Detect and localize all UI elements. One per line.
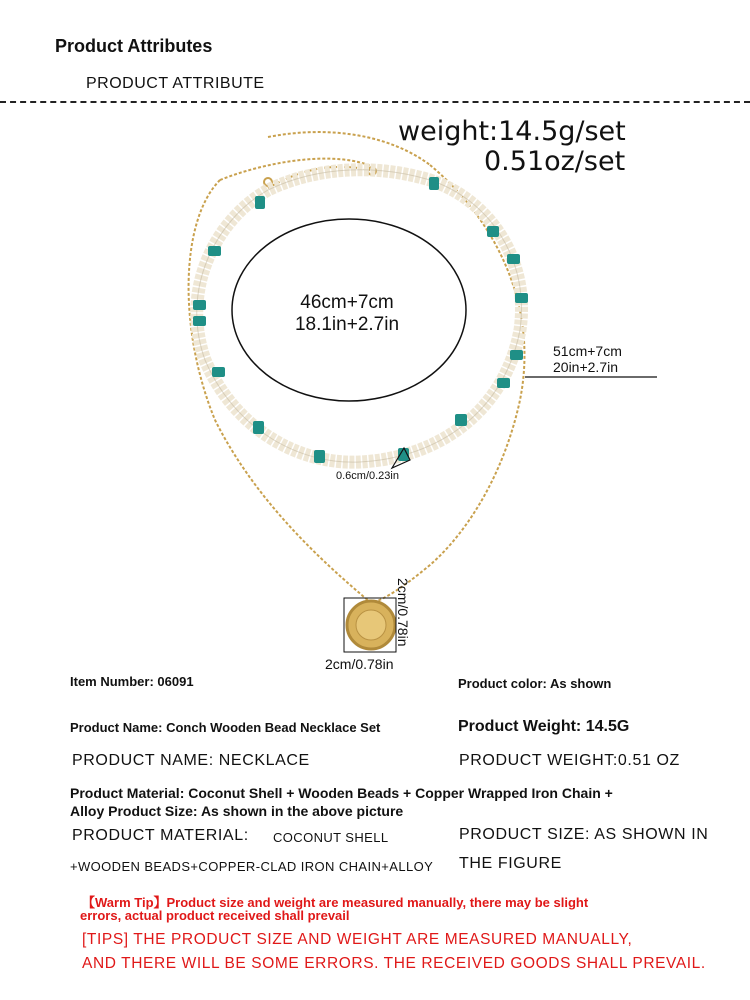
- product-weight-en: Product Weight: 14.5G: [458, 718, 630, 735]
- inner-length-cm: 46cm+7cm: [300, 292, 394, 313]
- item-number: Item Number: 06091: [70, 674, 194, 689]
- outer-gold-chain: [189, 132, 525, 602]
- inner-length-in: 18.1in+2.7in: [294, 314, 400, 335]
- product-name-en: Product Name: Conch Wooden Bead Necklace Set: [70, 720, 381, 735]
- section-subtitle: PRODUCT ATTRIBUTE: [86, 75, 265, 92]
- size-caps-line2: THE FIGURE: [459, 855, 562, 872]
- necklace-illustration: [0, 100, 750, 680]
- size-caps-line1: PRODUCT SIZE: AS SHOWN IN: [459, 826, 709, 843]
- pendant-width-label: 2cm/0.78in: [325, 656, 394, 672]
- weight-label-oz: 0.51oz/set: [484, 146, 626, 177]
- product-name-caps: PRODUCT NAME: NECKLACE: [72, 752, 310, 769]
- section-title: Product Attributes: [55, 36, 213, 56]
- product-color: Product color: As shown: [458, 676, 612, 691]
- pendant-height-label: 2cm/0.78in: [395, 578, 411, 647]
- tips-line1: [TIPS] THE PRODUCT SIZE AND WEIGHT ARE MEASURED MANUALLY,: [82, 931, 633, 948]
- product-material-en-line1: Product Material: Coconut Shell + Wooden Beads + Copper Wrapped Iron Chain +: [70, 785, 613, 801]
- material-caps-label: PRODUCT MATERIAL:: [72, 827, 249, 844]
- warm-tip-line1: 【Warm Tip】Product size and weight are measured manually, there may be slight: [82, 895, 589, 910]
- bead-size-label: 0.6cm/0.23in: [336, 470, 399, 482]
- material-caps-value2: +WOODEN BEADS+COPPER-CLAD IRON CHAIN+ALLOY: [70, 859, 434, 874]
- product-weight-caps: PRODUCT WEIGHT:0.51 OZ: [459, 752, 680, 769]
- tips-line2: AND THERE WILL BE SOME ERRORS. THE RECEIVED GOODS SHALL PREVAIL.: [82, 955, 706, 972]
- weight-label: weight:14.5g/set: [398, 116, 626, 147]
- outer-length-in: 20in+2.7in: [553, 359, 619, 375]
- material-caps-value1: COCONUT SHELL: [273, 830, 389, 845]
- product-material-en-line2: Alloy Product Size: As shown in the above picture: [70, 803, 404, 819]
- outer-length-cm: 51cm+7cm: [553, 343, 622, 359]
- warm-tip-line2: errors, actual product received shall prevail: [80, 908, 350, 923]
